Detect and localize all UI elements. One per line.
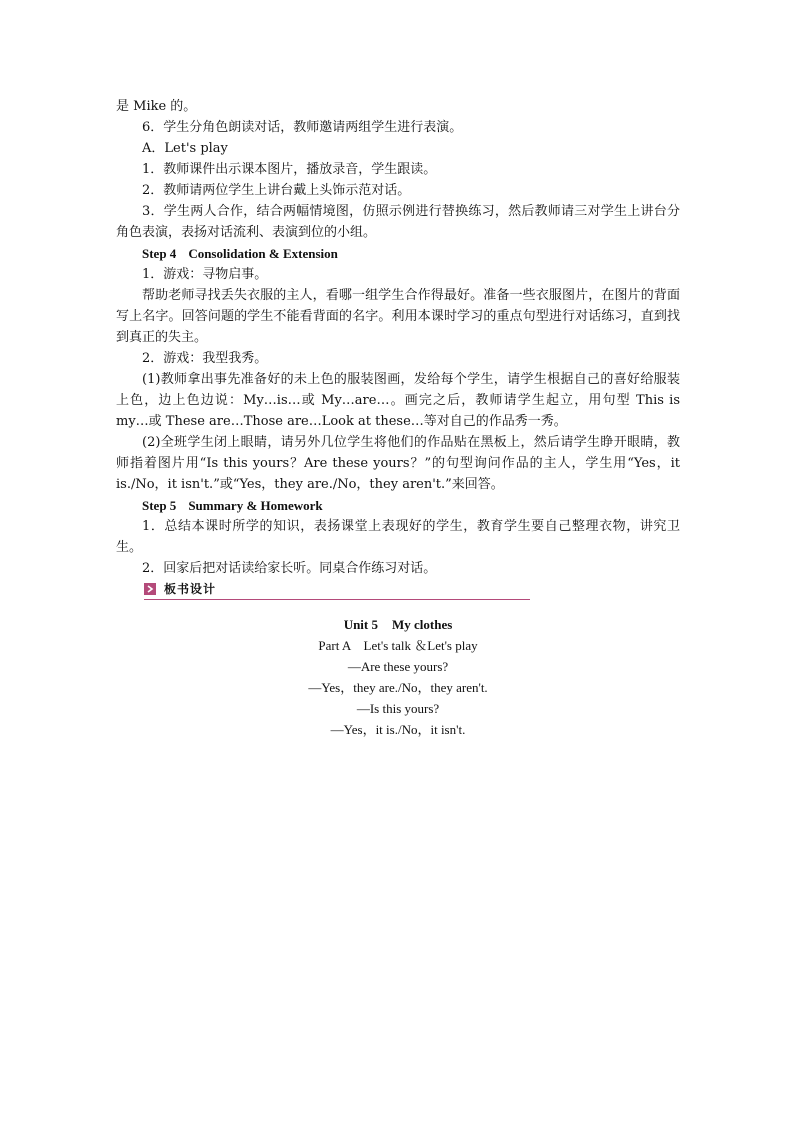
board-line: —Are these yours? (347, 659, 449, 674)
step-5-heading (116, 495, 680, 516)
document-page (116, 96, 680, 740)
step-title: Summary & Homework (188, 498, 323, 513)
paragraph: 1．总结本课时所学的知识，表扬课堂上表现好的学生，教育学生要自己整理衣物，讲究卫生。 (116, 519, 680, 555)
board-line: —Yes，it is./No，it isn't. (330, 722, 466, 737)
board-design (116, 614, 680, 740)
paragraph: 帮助老师寻找丢失衣服的主人，看哪一组学生合作得最好。准备一些衣服图片，在图片的背面写上名字。回答问题的学生不能看背面的名字。利用本课时学习的重点句型进行对话练习，直到找到真正的失主。 (116, 288, 680, 345)
step-number: Step 4 (142, 246, 177, 261)
paragraph: 6．学生分角色朗读对话，教师邀请两组学生进行表演。 (142, 120, 463, 135)
paragraph: 2．教师请两位学生上讲台戴上头饰示范对话。 (142, 183, 411, 198)
paragraph: 3．学生两人合作，结合两幅情境图，仿照示例进行替换练习，然后教师请三对学生上讲台分角色表演，表扬对话流利、表演到位的小组。 (116, 204, 680, 240)
paragraph: 是 Mike 的。 (116, 99, 197, 114)
paragraph: (1)教师拿出事先准备好的未上色的服装图画，发给每个学生，请学生根据自己的喜好给服装上色，边上色边说：My…is…或 My…are…。画完之后，教师请学生起立，用句型 This is my…或 These are…Those are…Look at these…等对自己的作品秀一秀。 (116, 372, 680, 429)
step-title: Consolidation & Extension (188, 246, 338, 261)
paragraph: 1．教师课件出示课本图片，播放录音，学生跟读。 (142, 162, 437, 177)
paragraph: 2．回家后把对话读给家长听。同桌合作练习对话。 (142, 561, 437, 576)
section-title: 板书设计 (164, 581, 217, 596)
chevron-right-icon (144, 583, 156, 595)
paragraph: 1．游戏：寻物启事。 (142, 267, 268, 282)
board-line: Part A Let's talk ＆Let's play (318, 638, 478, 653)
unit-title: My clothes (392, 617, 453, 632)
board-design-section-header (144, 579, 530, 600)
board-title (116, 614, 680, 635)
board-line: —Is this yours? (356, 701, 440, 716)
board-line: —Yes，they are./No，they aren't. (308, 680, 488, 695)
paragraph: 2．游戏：我型我秀。 (142, 351, 268, 366)
paragraph: (2)全班学生闭上眼睛，请另外几位学生将他们的作品贴在黑板上，然后请学生睁开眼睛，教师指着图片用“Is this yours？Are these yours？”的句型询问作品的主人，学生用“Yes，it is./No，it isn't.”或“Yes，they are./No，they aren't.”来回答。 (116, 435, 680, 492)
step-4-heading (116, 243, 680, 264)
unit-number: Unit 5 (343, 617, 378, 632)
paragraph: A．Let's play (142, 141, 228, 156)
step-number: Step 5 (142, 498, 177, 513)
